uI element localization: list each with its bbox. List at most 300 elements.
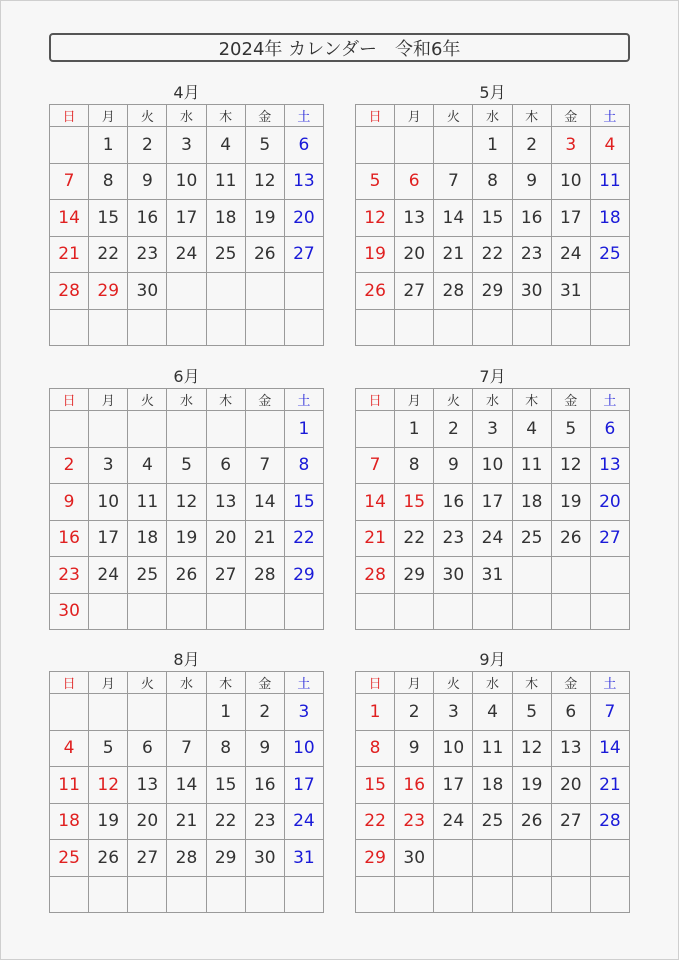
empty-day-cell: [167, 876, 206, 913]
day-cell: 13: [128, 767, 167, 804]
empty-day-cell: [512, 840, 551, 877]
week-row: [50, 411, 324, 448]
empty-day-cell: [551, 593, 590, 630]
day-cell: 20: [284, 200, 323, 237]
day-cell: 31: [551, 273, 590, 310]
weekday-header: 土: [590, 389, 629, 411]
weekday-header: 土: [284, 389, 323, 411]
day-cell: 18: [512, 484, 551, 521]
day-cell: 9: [245, 730, 284, 767]
month-july: [355, 366, 630, 630]
day-cell: 29: [206, 840, 245, 877]
week-row: [356, 447, 630, 484]
weekday-header: 月: [395, 105, 434, 127]
weekday-header: 土: [284, 672, 323, 694]
empty-day-cell: [356, 411, 395, 448]
day-cell: 18: [128, 520, 167, 557]
day-cell: 10: [473, 447, 512, 484]
empty-day-cell: [473, 593, 512, 630]
day-cell: 21: [434, 236, 473, 273]
week-row: [356, 411, 630, 448]
day-cell: 17: [284, 767, 323, 804]
weekday-header-row: [356, 105, 630, 127]
day-cell: 6: [206, 447, 245, 484]
week-row: [356, 484, 630, 521]
empty-day-cell: [206, 273, 245, 310]
week-row: [356, 236, 630, 273]
day-cell: 25: [512, 520, 551, 557]
day-cell: 20: [206, 520, 245, 557]
day-cell: 9: [128, 163, 167, 200]
weekday-header: 火: [434, 389, 473, 411]
empty-day-cell: [434, 840, 473, 877]
day-cell: 14: [167, 767, 206, 804]
week-row: [50, 767, 324, 804]
day-cell: 8: [395, 447, 434, 484]
day-cell: 16: [395, 767, 434, 804]
day-cell: 27: [590, 520, 629, 557]
empty-day-cell: [245, 273, 284, 310]
day-cell: 5: [512, 694, 551, 731]
empty-day-cell: [128, 309, 167, 346]
day-cell: 23: [50, 557, 89, 594]
week-row: [356, 520, 630, 557]
day-cell: 22: [356, 803, 395, 840]
month-label: 5月: [479, 83, 506, 102]
empty-day-cell: [245, 593, 284, 630]
weekday-header: 火: [434, 672, 473, 694]
day-cell: 7: [167, 730, 206, 767]
day-cell: 10: [284, 730, 323, 767]
empty-day-cell: [167, 273, 206, 310]
day-cell: 2: [128, 127, 167, 164]
day-cell: 1: [356, 694, 395, 731]
day-cell: 21: [245, 520, 284, 557]
month-april: [49, 82, 324, 346]
weekday-header-row: [356, 389, 630, 411]
day-cell: 1: [89, 127, 128, 164]
empty-day-cell: [473, 840, 512, 877]
day-cell: 14: [50, 200, 89, 237]
day-cell: 9: [512, 163, 551, 200]
empty-day-cell: [50, 876, 89, 913]
day-cell: 13: [551, 730, 590, 767]
day-cell: 21: [356, 520, 395, 557]
day-cell: 7: [245, 447, 284, 484]
day-cell: 20: [128, 803, 167, 840]
day-cell: 7: [590, 694, 629, 731]
day-cell: 14: [356, 484, 395, 521]
day-cell: 15: [284, 484, 323, 521]
empty-day-cell: [284, 876, 323, 913]
day-cell: 26: [245, 236, 284, 273]
empty-day-cell: [590, 309, 629, 346]
day-cell: 29: [356, 840, 395, 877]
day-cell: 7: [356, 447, 395, 484]
month-august: [49, 649, 324, 913]
empty-day-cell: [284, 273, 323, 310]
day-cell: 24: [284, 803, 323, 840]
day-cell: 4: [512, 411, 551, 448]
day-cell: 1: [395, 411, 434, 448]
day-cell: 15: [473, 200, 512, 237]
empty-day-cell: [395, 309, 434, 346]
day-cell: 18: [590, 200, 629, 237]
weekday-header: 月: [395, 389, 434, 411]
weekday-header: 日: [50, 672, 89, 694]
month-label: 9月: [479, 650, 506, 669]
day-cell: 16: [128, 200, 167, 237]
empty-day-cell: [128, 694, 167, 731]
empty-day-cell: [206, 411, 245, 448]
empty-day-cell: [551, 876, 590, 913]
empty-day-cell: [473, 876, 512, 913]
week-row: [50, 236, 324, 273]
day-cell: 2: [434, 411, 473, 448]
day-cell: 1: [473, 127, 512, 164]
weekday-header: 水: [473, 105, 512, 127]
week-row: [356, 309, 630, 346]
weekday-header-row: [356, 672, 630, 694]
day-cell: 4: [473, 694, 512, 731]
day-cell: 19: [512, 767, 551, 804]
weekday-header: 日: [50, 105, 89, 127]
day-cell: 30: [512, 273, 551, 310]
weekday-header: 金: [245, 105, 284, 127]
empty-day-cell: [356, 127, 395, 164]
empty-day-cell: [50, 411, 89, 448]
empty-day-cell: [473, 309, 512, 346]
day-cell: 17: [167, 200, 206, 237]
week-row: [356, 163, 630, 200]
week-row: [50, 127, 324, 164]
day-cell: 25: [128, 557, 167, 594]
week-row: [50, 273, 324, 310]
day-cell: 24: [89, 557, 128, 594]
day-cell: 29: [89, 273, 128, 310]
weekday-header: 金: [551, 105, 590, 127]
weekday-header: 木: [512, 672, 551, 694]
empty-day-cell: [590, 557, 629, 594]
day-cell: 11: [512, 447, 551, 484]
empty-day-cell: [167, 411, 206, 448]
day-cell: 14: [434, 200, 473, 237]
calendar-grid: [49, 671, 324, 913]
day-cell: 3: [434, 694, 473, 731]
day-cell: 16: [512, 200, 551, 237]
weekday-header: 水: [167, 389, 206, 411]
empty-day-cell: [128, 876, 167, 913]
day-cell: 8: [89, 163, 128, 200]
day-cell: 6: [128, 730, 167, 767]
calendar-grid: [355, 671, 630, 913]
empty-day-cell: [590, 593, 629, 630]
empty-day-cell: [167, 593, 206, 630]
day-cell: 15: [206, 767, 245, 804]
week-row: [50, 200, 324, 237]
day-cell: 13: [284, 163, 323, 200]
weekday-header: 木: [206, 672, 245, 694]
day-cell: 5: [551, 411, 590, 448]
week-row: [50, 163, 324, 200]
day-cell: 9: [395, 730, 434, 767]
day-cell: 12: [89, 767, 128, 804]
day-cell: 4: [50, 730, 89, 767]
empty-day-cell: [356, 593, 395, 630]
month-label: 8月: [173, 650, 200, 669]
weekday-header: 月: [89, 672, 128, 694]
week-row: [356, 200, 630, 237]
day-cell: 10: [89, 484, 128, 521]
day-cell: 21: [590, 767, 629, 804]
day-cell: 6: [395, 163, 434, 200]
day-cell: 30: [128, 273, 167, 310]
week-row: [50, 447, 324, 484]
day-cell: 4: [590, 127, 629, 164]
day-cell: 8: [473, 163, 512, 200]
day-cell: 15: [89, 200, 128, 237]
day-cell: 5: [167, 447, 206, 484]
day-cell: 25: [473, 803, 512, 840]
day-cell: 28: [245, 557, 284, 594]
week-row: [356, 767, 630, 804]
day-cell: 19: [356, 236, 395, 273]
weekday-header: 月: [395, 672, 434, 694]
month-june: [49, 366, 324, 630]
weekday-header: 木: [206, 105, 245, 127]
day-cell: 3: [473, 411, 512, 448]
day-cell: 2: [245, 694, 284, 731]
day-cell: 30: [245, 840, 284, 877]
week-row: [356, 803, 630, 840]
empty-day-cell: [89, 694, 128, 731]
month-september: [355, 649, 630, 913]
day-cell: 22: [206, 803, 245, 840]
day-cell: 6: [284, 127, 323, 164]
weekday-header-row: [50, 389, 324, 411]
empty-day-cell: [434, 127, 473, 164]
weekday-header: 水: [473, 389, 512, 411]
day-cell: 17: [473, 484, 512, 521]
empty-day-cell: [128, 411, 167, 448]
day-cell: 5: [89, 730, 128, 767]
day-cell: 18: [473, 767, 512, 804]
day-cell: 14: [245, 484, 284, 521]
day-cell: 31: [284, 840, 323, 877]
day-cell: 28: [434, 273, 473, 310]
weekday-header-row: [50, 105, 324, 127]
empty-day-cell: [512, 309, 551, 346]
day-cell: 30: [50, 593, 89, 630]
day-cell: 16: [434, 484, 473, 521]
day-cell: 11: [590, 163, 629, 200]
empty-day-cell: [395, 127, 434, 164]
day-cell: 22: [473, 236, 512, 273]
day-cell: 28: [590, 803, 629, 840]
empty-day-cell: [128, 593, 167, 630]
day-cell: 27: [128, 840, 167, 877]
weekday-header: 水: [167, 672, 206, 694]
weekday-header: 日: [356, 389, 395, 411]
day-cell: 27: [395, 273, 434, 310]
page-title: [49, 33, 630, 62]
month-label: 6月: [173, 367, 200, 386]
day-cell: 6: [590, 411, 629, 448]
day-cell: 8: [284, 447, 323, 484]
day-cell: 3: [284, 694, 323, 731]
weekday-header: 木: [206, 389, 245, 411]
day-cell: 24: [473, 520, 512, 557]
day-cell: 23: [395, 803, 434, 840]
empty-day-cell: [356, 309, 395, 346]
day-cell: 11: [206, 163, 245, 200]
day-cell: 28: [356, 557, 395, 594]
day-cell: 17: [89, 520, 128, 557]
weekday-header: 土: [284, 105, 323, 127]
weekday-header: 土: [590, 105, 629, 127]
day-cell: 9: [50, 484, 89, 521]
week-row: [50, 557, 324, 594]
day-cell: 1: [206, 694, 245, 731]
day-cell: 24: [551, 236, 590, 273]
day-cell: 3: [167, 127, 206, 164]
day-cell: 23: [434, 520, 473, 557]
day-cell: 8: [206, 730, 245, 767]
week-row: [50, 803, 324, 840]
weekday-header: 水: [473, 672, 512, 694]
day-cell: 12: [167, 484, 206, 521]
day-cell: 27: [284, 236, 323, 273]
day-cell: 30: [395, 840, 434, 877]
day-cell: 22: [284, 520, 323, 557]
day-cell: 8: [356, 730, 395, 767]
week-row: [356, 127, 630, 164]
weekday-header: 火: [128, 389, 167, 411]
empty-day-cell: [245, 876, 284, 913]
day-cell: 20: [395, 236, 434, 273]
weekday-header: 月: [89, 105, 128, 127]
weekday-header: 土: [590, 672, 629, 694]
day-cell: 18: [50, 803, 89, 840]
day-cell: 13: [590, 447, 629, 484]
empty-day-cell: [245, 309, 284, 346]
week-row: [356, 730, 630, 767]
day-cell: 26: [89, 840, 128, 877]
day-cell: 11: [50, 767, 89, 804]
day-cell: 26: [167, 557, 206, 594]
day-cell: 21: [167, 803, 206, 840]
weekday-header: 火: [434, 105, 473, 127]
empty-day-cell: [512, 557, 551, 594]
day-cell: 7: [50, 163, 89, 200]
day-cell: 26: [356, 273, 395, 310]
weekday-header: 日: [50, 389, 89, 411]
week-row: [50, 840, 324, 877]
week-row: [356, 694, 630, 731]
day-cell: 30: [434, 557, 473, 594]
day-cell: 7: [434, 163, 473, 200]
day-cell: 10: [167, 163, 206, 200]
week-row: [50, 694, 324, 731]
day-cell: 4: [206, 127, 245, 164]
week-row: [356, 840, 630, 877]
empty-day-cell: [50, 309, 89, 346]
month-label: 4月: [173, 83, 200, 102]
empty-day-cell: [512, 876, 551, 913]
day-cell: 12: [245, 163, 284, 200]
empty-day-cell: [284, 593, 323, 630]
empty-day-cell: [590, 840, 629, 877]
day-cell: 2: [395, 694, 434, 731]
day-cell: 5: [245, 127, 284, 164]
empty-day-cell: [395, 593, 434, 630]
day-cell: 19: [551, 484, 590, 521]
day-cell: 1: [284, 411, 323, 448]
day-cell: 3: [89, 447, 128, 484]
calendar-grid: [49, 104, 324, 346]
empty-day-cell: [89, 309, 128, 346]
weekday-header: 金: [551, 389, 590, 411]
empty-day-cell: [89, 593, 128, 630]
day-cell: 12: [356, 200, 395, 237]
day-cell: 10: [551, 163, 590, 200]
weekday-header: 火: [128, 672, 167, 694]
empty-day-cell: [206, 876, 245, 913]
week-row: [50, 309, 324, 346]
weekday-header-row: [50, 672, 324, 694]
calendar-grid: [355, 388, 630, 630]
day-cell: 24: [434, 803, 473, 840]
day-cell: 4: [128, 447, 167, 484]
day-cell: 19: [89, 803, 128, 840]
day-cell: 18: [206, 200, 245, 237]
empty-day-cell: [356, 876, 395, 913]
day-cell: 11: [128, 484, 167, 521]
weekday-header: 金: [245, 672, 284, 694]
weekday-header: 日: [356, 672, 395, 694]
day-cell: 17: [551, 200, 590, 237]
empty-day-cell: [50, 694, 89, 731]
empty-day-cell: [284, 309, 323, 346]
weekday-header: 水: [167, 105, 206, 127]
day-cell: 23: [128, 236, 167, 273]
day-cell: 20: [551, 767, 590, 804]
page-title-text: 2024年 カレンダー 令和6年: [218, 38, 461, 60]
day-cell: 25: [50, 840, 89, 877]
empty-day-cell: [167, 694, 206, 731]
empty-day-cell: [50, 127, 89, 164]
day-cell: 9: [434, 447, 473, 484]
weekday-header: 日: [356, 105, 395, 127]
weekday-header: 木: [512, 389, 551, 411]
weekday-header: 火: [128, 105, 167, 127]
day-cell: 2: [512, 127, 551, 164]
empty-day-cell: [89, 411, 128, 448]
day-cell: 29: [473, 273, 512, 310]
day-cell: 12: [551, 447, 590, 484]
day-cell: 3: [551, 127, 590, 164]
weekday-header: 木: [512, 105, 551, 127]
empty-day-cell: [590, 273, 629, 310]
day-cell: 10: [434, 730, 473, 767]
empty-day-cell: [89, 876, 128, 913]
day-cell: 26: [512, 803, 551, 840]
day-cell: 14: [590, 730, 629, 767]
day-cell: 29: [395, 557, 434, 594]
empty-day-cell: [434, 309, 473, 346]
day-cell: 19: [167, 520, 206, 557]
day-cell: 26: [551, 520, 590, 557]
